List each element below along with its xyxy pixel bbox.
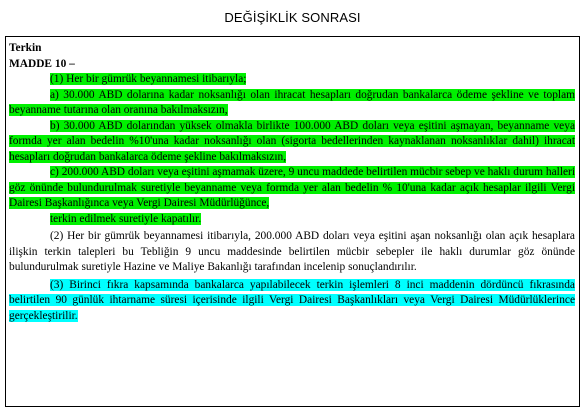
clause-c-text: c) 200.000 ABD doları veya eşitini aşmamak üzere, 9 uncu maddede belirtilen mücbir sebep ve haklı durum halleri göz önünde bulundurulmak suretiyle beyanname veya formda yer alan bedelin % 10'una kadar açık hesaplar ilgili Vergi Dairesi Başkanlığınca veya Vergi Dairesi Müdürlüğünce,: [9, 166, 575, 209]
clause-conclusion: [9, 212, 575, 228]
article-title: Terkin: [9, 42, 42, 54]
article-content: [9, 41, 575, 324]
article-number: MADDE 10 –: [9, 57, 75, 70]
clause-b: [9, 119, 575, 166]
clause-a-text: a) 30.000 ABD dolarına kadar noksanlığı olan ihracat hesapları doğrudan bankalarca ödeme şekline ve toplam beyanname tutarına olan oranına bakılmaksızın,: [9, 88, 575, 116]
clause-b-text: b) 30.000 ABD dolarından yüksek olmakla birlikte 100.000 ABD doları veya eşitini aşmayan, beyanname veya formda yer alan bedelin %10'una kadar noksanlığı olan (sigorta bedellerinden kaynaklanan noksanlıklar dahil) ihracat hesapları doğrudan bankalarca ödeme şekline bakılmaksızın,: [9, 119, 575, 163]
clause-a: [9, 88, 575, 119]
paragraph-3: [9, 278, 575, 325]
paragraph-1: [9, 72, 575, 88]
paragraph-2-text: (2) Her bir gümrük beyannamesi itibarıyla, 200.000 ABD doları veya eşitini aşan noksanlığı olan açık hesaplara ilişkin terkin talepleri bu Tebliğin 9 uncu maddesinde belirtilen mücbir sebepler ile haklı durumlar göz önünde bulundurulmak suretiyle Hazine ve Maliye Bakanlığı tarafından incelenip sonuçlandırılır.: [9, 230, 575, 273]
paragraph-1-text: (1) Her bir gümrük beyannamesi itibarıyla;: [50, 73, 247, 85]
paragraph-2: [9, 229, 575, 276]
clause-c: [9, 165, 575, 212]
clause-conclusion-text: terkin edilmek suretiyle kapatılır.: [50, 212, 202, 225]
paragraph-3-text: (3) Birinci fıkra kapsamında bankalarca yapılabilecek terkin işlemleri 8 inci maddenin dördüncü fıkrasında belirtilen 90 günlük ihtarname süresi içerisinde ilgili Vergi Dairesi Başkanlıkları veya Vergi Dairesi Müdürlüklerince gerçekleştirilir.: [9, 278, 575, 322]
page-heading: DEĞİŞİKLİK SONRASI: [224, 10, 361, 25]
